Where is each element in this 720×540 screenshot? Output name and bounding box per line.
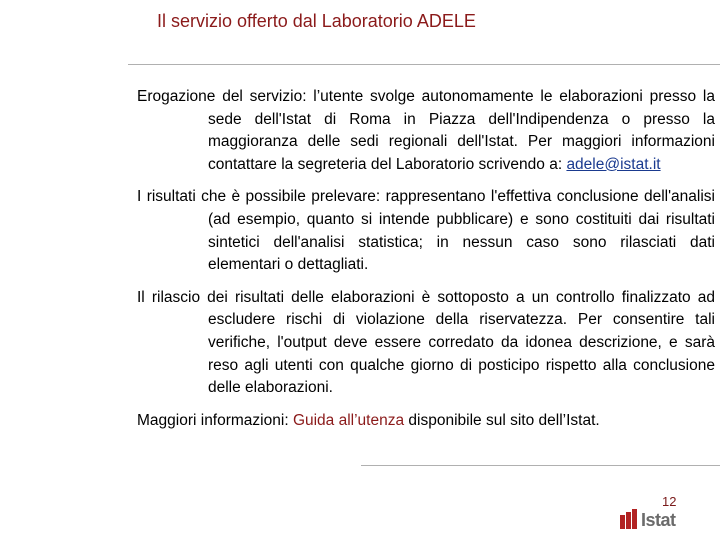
term-informazioni: Maggiori informazioni <box>137 411 285 429</box>
slide-title: Il servizio offerto dal Laboratorio ADELE <box>157 11 476 31</box>
paragraph-erogazione <box>137 86 715 176</box>
text-rilascio: dei risultati delle elaborazioni è sottoposto a un controllo finalizzato ad escludere rischi di violazione della riservatezza. Per consentire tali verifiche, l'output deve essere corredato da idonea descrizione, e sarà reso agli utenti con qualche giorno di posticipo rispetto alla conclusione delle elaborazioni. <box>200 288 715 397</box>
paragraph-risultati <box>137 186 715 276</box>
footer-divider <box>361 465 720 466</box>
colon-informazioni: : <box>284 411 293 429</box>
text-informazioni: disponibile sul sito dell’Istat. <box>404 411 600 429</box>
text-erogazione: : l’utente svolge autonomamente le elaborazioni presso la sede dell'Istat di Roma in Piazza dell'Indipendenza o presso la maggioranza delle sedi regionali dell'Istat. Per maggiori informazioni contattare la segreteria del Laboratorio scrivendo a: <box>208 88 715 173</box>
text-risultati: : rappresentano l'effettiva conclusione dell'analisi (ad esempio, quanto si intende pubblicare) e sono costituiti dai risultati sintetici dell'analisi statistica; in nessun caso sono rilasciati dati elementari o dettagliati. <box>208 188 715 274</box>
term-erogazione: Erogazione del servizio <box>137 88 303 105</box>
istat-logo-icon <box>620 509 638 529</box>
paragraph-rilascio <box>137 287 715 400</box>
paragraph-informazioni <box>137 410 715 433</box>
title-divider <box>128 64 720 65</box>
guide-link[interactable]: Guida all’utenza <box>292 411 405 429</box>
istat-logo <box>620 509 676 529</box>
term-rilascio: Il rilascio <box>137 288 201 306</box>
page-number: 12 <box>662 494 677 509</box>
email-link[interactable]: adele@istat.it <box>566 155 661 173</box>
slide-body <box>137 86 715 442</box>
term-risultati: I risultati che è possibile prelevare <box>137 188 376 206</box>
istat-logo-text: Istat <box>641 510 676 530</box>
